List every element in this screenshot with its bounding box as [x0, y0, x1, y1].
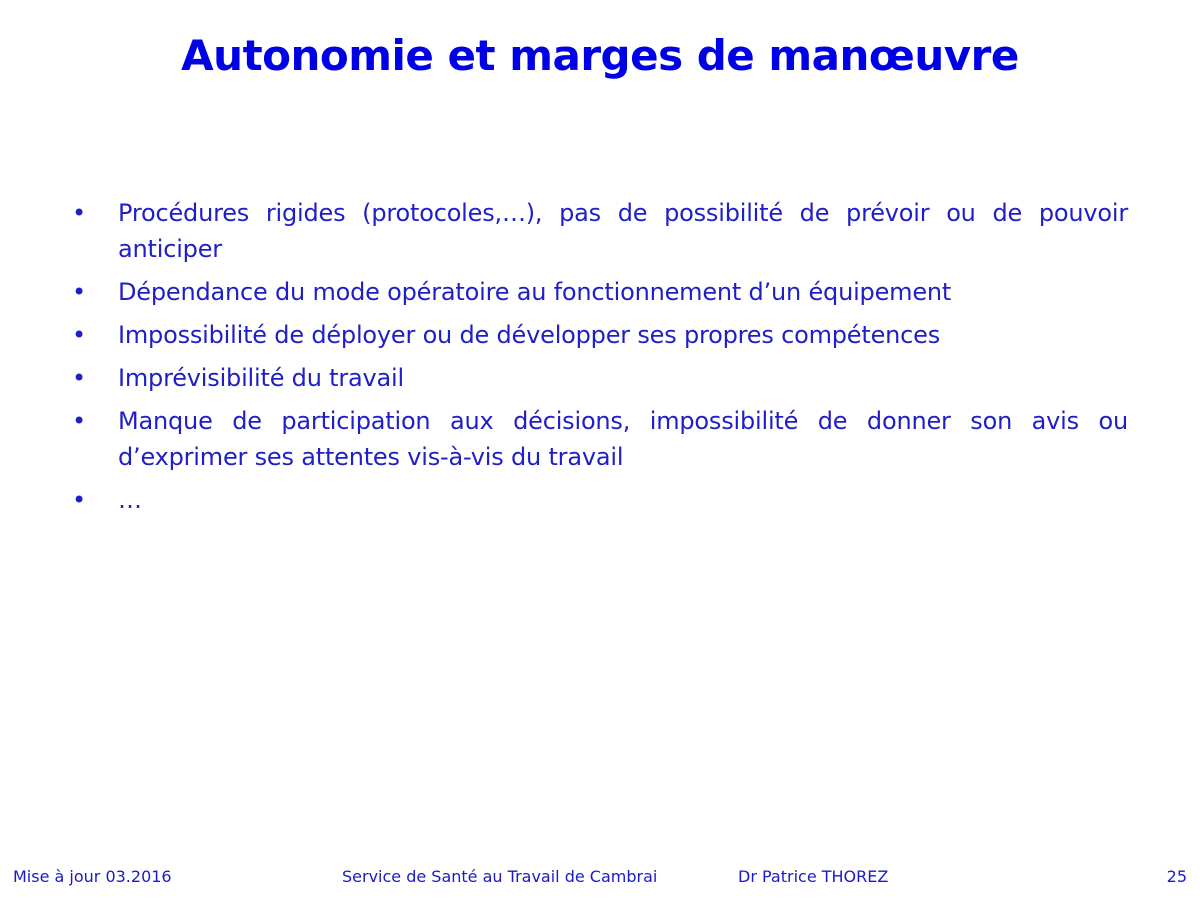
bullet-dot-icon: • — [72, 278, 86, 306]
bullet-text: Procédures rigides (protocoles,…), pas de possibilité de prévoir ou de pouvoir anticiper — [118, 199, 1128, 263]
page-number: 25 — [1166, 867, 1187, 886]
bullet-text: Manque de participation aux décisions, impossibilité de donner son avis ou d’exprimer ses attentes vis-à-vis du travail — [118, 407, 1128, 471]
bullet-list — [72, 195, 1128, 525]
bullet-text: Dépendance du mode opératoire au fonctionnement d’un équipement — [118, 278, 952, 306]
bullet-item — [72, 360, 1128, 396]
bullet-dot-icon: • — [72, 321, 86, 349]
footer-update-date: Mise à jour 03.2016 — [13, 867, 172, 886]
bullet-item — [72, 317, 1128, 353]
bullet-item — [72, 482, 1128, 518]
bullet-text: Impossibilité de déployer ou de développer ses propres compétences — [118, 321, 941, 349]
slide-title: Autonomie et marges de manœuvre — [181, 31, 1019, 80]
bullet-dot-icon: • — [72, 407, 86, 435]
bullet-text: Imprévisibilité du travail — [118, 364, 404, 392]
footer-service-name: Service de Santé au Travail de Cambrai — [342, 867, 658, 886]
bullet-dot-icon: • — [72, 486, 86, 514]
footer-author: Dr Patrice THOREZ — [738, 867, 889, 886]
bullet-dot-icon: • — [72, 199, 86, 227]
bullet-text: … — [118, 486, 142, 514]
bullet-item — [72, 403, 1128, 475]
bullet-item — [72, 274, 1128, 310]
bullet-dot-icon: • — [72, 364, 86, 392]
bullet-item — [72, 195, 1128, 267]
